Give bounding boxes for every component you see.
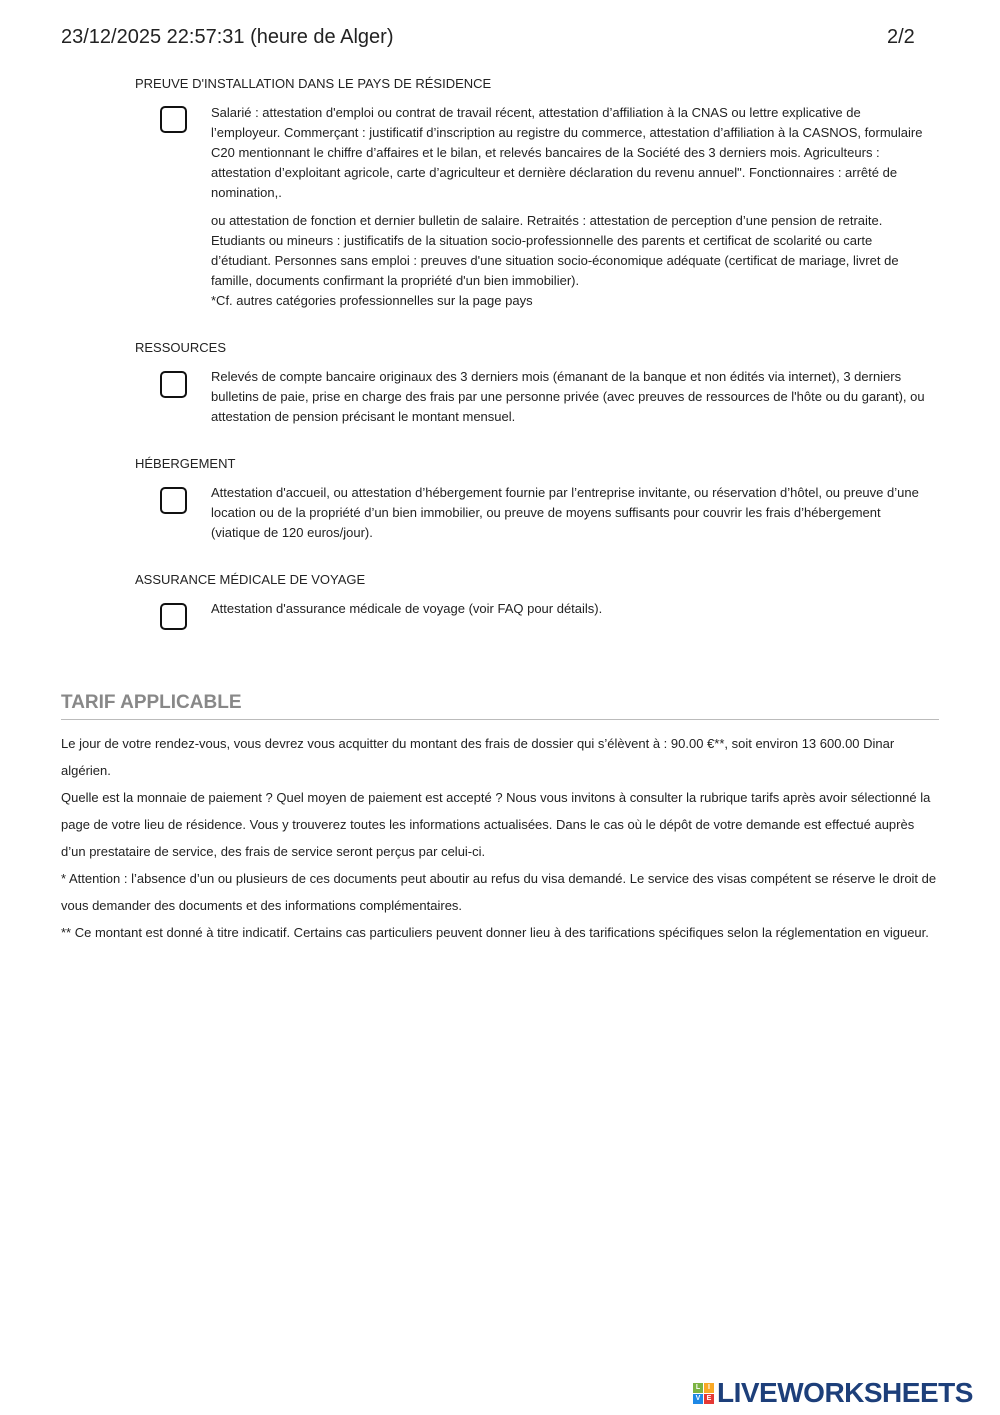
paragraph: Attestation d'accueil, ou attestation d’hébergement fournie par l’entreprise invitante, ou réservation d’hôtel, ou preuve d’une location ou de la propriété d’un bien immobilier, ou preuve de moyens suffisants pour couvrir les frais d’hébergement (viatique de 120 euros/jour). (211, 485, 919, 540)
logo-tile: L (693, 1383, 703, 1393)
checkbox-installation[interactable] (160, 106, 187, 133)
section-title-hebergement: HÉBERGEMENT (135, 456, 236, 471)
logo-tiles-icon (693, 1383, 714, 1404)
paragraph: Quelle est la monnaie de paiement ? Quel moyen de paiement est accepté ? Nous vous invitons à consulter la rubrique tarifs après avoir sélectionné la page de votre lieu de résidence. Vous y trouverez toutes les informations actualisées. Dans le cas où le dépôt de votre demande est effectué auprès d’un prestataire de service, des frais de service seront perçus par celui-ci. (61, 790, 931, 859)
tarif-heading: TARIF APPLICABLE (61, 692, 242, 713)
paragraph: Attestation d'assurance médicale de voyage (voir FAQ pour détails). (211, 601, 603, 616)
section-title-installation: PREUVE D'INSTALLATION DANS LE PAYS DE RÉSIDENCE (135, 76, 492, 91)
section-text-installation (211, 103, 931, 319)
section-title-ressources: RESSOURCES (135, 340, 227, 355)
paragraph: *Cf. autres catégories professionnelles sur la page pays (211, 293, 533, 308)
logo-text: LIVEWORKSHEETS (717, 1377, 973, 1408)
section-text-assurance (211, 599, 931, 627)
section-text-hebergement (211, 483, 931, 551)
liveworksheets-logo (693, 1377, 973, 1409)
paragraph: ou attestation de fonction et dernier bulletin de salaire. Retraités : attestation de perception d’une pension de retraite. Etudiants ou mineurs : justificatifs de la situation socio-professionnelle des parents et certificat de scolarité ou carte d’étudiant. Personnes sans emploi : preuves d'une situation socio-économique adéquate (certificat de mariage, livret de famille, documents confirmant la propriété d'un bien immobilier). (211, 213, 899, 288)
tarif-text (61, 730, 941, 946)
checkbox-hebergement[interactable] (160, 487, 187, 514)
paragraph: Salarié : attestation d'emploi ou contrat de travail récent, attestation d’affiliation à la CNAS ou lettre explicative de l’employeur. Commerçant : justificatif d’inscription au registre du commerce, attestation d’affiliation à la CASNOS, formulaire C20 mentionnant le chiffre d’affaires et le bilan, et relevés bancaires de la Société des 3 derniers mois. Agriculteurs : attestation d’exploitant agricole, carte d’agriculteur et dernière déclaration du revenu annuel". Fonctionnaires : arrêté de nomination,. (211, 105, 923, 200)
paragraph: * Attention : l’absence d’un ou plusieurs de ces documents peut aboutir au refus du visa demandé. Le service des visas compétent se réserve le droit de vous demander des documents et des informations complémentaires. (61, 871, 937, 913)
heading-divider (61, 719, 939, 720)
checkbox-ressources[interactable] (160, 371, 187, 398)
checkbox-assurance[interactable] (160, 603, 187, 630)
logo-tile: E (704, 1394, 714, 1404)
logo-tile: V (693, 1394, 703, 1404)
print-datetime: 23/12/2025 22:57:31 (heure de Alger) (61, 26, 394, 48)
paragraph: ** Ce montant est donné à titre indicatif. Certains cas particuliers peuvent donner lieu à des tarifications spécifiques selon la réglementation en vigueur. (61, 925, 929, 940)
page-number: 2/2 (887, 26, 915, 48)
section-text-ressources (211, 367, 931, 435)
paragraph: Le jour de votre rendez-vous, vous devrez vous acquitter du montant des frais de dossier qui s’élèvent à : 90.00 €**, soit environ 13 600.00 Dinar algérien. (61, 736, 895, 778)
logo-tile: I (704, 1383, 714, 1393)
section-title-assurance: ASSURANCE MÉDICALE DE VOYAGE (135, 572, 366, 587)
paragraph: Relevés de compte bancaire originaux des 3 derniers mois (émanant de la banque et non édités via internet), 3 derniers bulletins de paie, prise en charge des frais par une personne privée (avec preuves de ressources de l'hôte ou du garant), ou attestation de pension précisant le montant mensuel. (211, 369, 925, 424)
